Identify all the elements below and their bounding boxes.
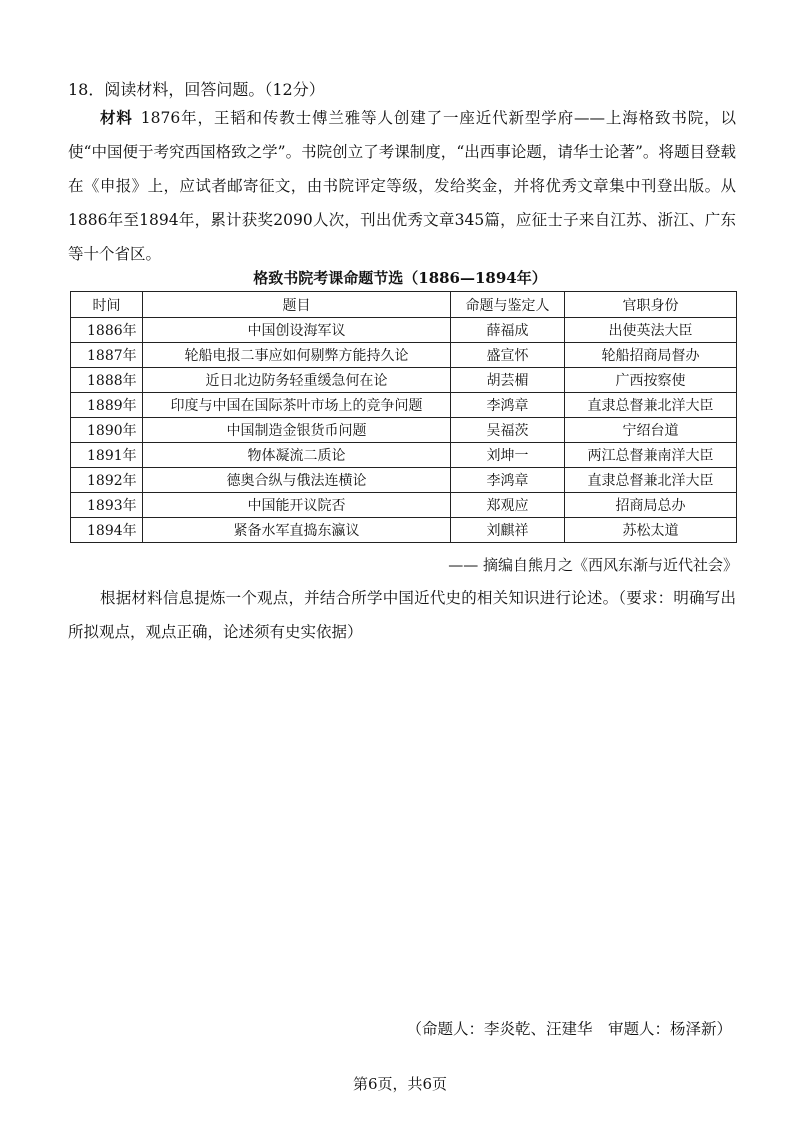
authors-line: （命题人：李炎乾、汪建华 审题人：杨泽新） — [406, 1020, 732, 1038]
cell-topic: 物体凝流二质论 — [143, 443, 451, 468]
cell-topic: 紧备水军直捣东瀛议 — [143, 518, 451, 543]
cell-year: 1894年 — [71, 518, 143, 543]
table-row — [71, 443, 737, 468]
cell-position: 直隶总督兼北洋大臣 — [565, 468, 737, 493]
cell-position: 宁绍台道 — [565, 418, 737, 443]
cell-year: 1891年 — [71, 443, 143, 468]
table-row — [71, 318, 737, 343]
cell-examiner: 胡芸楣 — [451, 368, 565, 393]
table-row — [71, 518, 737, 543]
cell-position: 轮船招商局督办 — [565, 343, 737, 368]
cell-examiner: 盛宣怀 — [451, 343, 565, 368]
table-row — [71, 393, 737, 418]
cell-position: 苏松太道 — [565, 518, 737, 543]
header-position: 官职身份 — [565, 292, 737, 318]
cell-year: 1892年 — [71, 468, 143, 493]
material-label: 材料 — [100, 108, 133, 127]
table-row — [71, 418, 737, 443]
cell-topic: 轮船电报二事应如何剔弊方能持久论 — [143, 343, 451, 368]
table-source: —— 摘编自熊月之《西风东渐与近代社会》 — [448, 556, 738, 574]
cell-year: 1889年 — [71, 393, 143, 418]
cell-year: 1887年 — [71, 343, 143, 368]
cell-topic: 中国能开议院否 — [143, 493, 451, 518]
cell-year: 1893年 — [71, 493, 143, 518]
cell-examiner: 李鸿章 — [451, 468, 565, 493]
exam-topics-table — [70, 291, 737, 543]
header-topic: 题目 — [143, 292, 451, 318]
cell-topic: 印度与中国在国际茶叶市场上的竞争问题 — [143, 393, 451, 418]
table-row — [71, 493, 737, 518]
material-paragraph — [68, 101, 736, 271]
cell-examiner: 刘坤一 — [451, 443, 565, 468]
cell-examiner: 李鸿章 — [451, 393, 565, 418]
cell-position: 直隶总督兼北洋大臣 — [565, 393, 737, 418]
header-examiner: 命题与鉴定人 — [451, 292, 565, 318]
header-time: 时间 — [71, 292, 143, 318]
question-prompt: 根据材料信息提炼一个观点，并结合所学中国近代史的相关知识进行论述。（要求：明确写出所拟观点，观点正确，论述须有史实依据） — [68, 589, 736, 641]
cell-position: 招商局总办 — [565, 493, 737, 518]
cell-position: 出使英法大臣 — [565, 318, 737, 343]
cell-position: 广西按察使 — [565, 368, 737, 393]
cell-topic: 中国创设海军议 — [143, 318, 451, 343]
table-row — [71, 368, 737, 393]
cell-year: 1890年 — [71, 418, 143, 443]
cell-topic: 德奥合纵与俄法连横论 — [143, 468, 451, 493]
cell-topic: 中国制造金银货币问题 — [143, 418, 451, 443]
cell-year: 1886年 — [71, 318, 143, 343]
table-row — [71, 343, 737, 368]
cell-examiner: 吴福茨 — [451, 418, 565, 443]
cell-examiner: 薛福成 — [451, 318, 565, 343]
cell-examiner: 刘麒祥 — [451, 518, 565, 543]
cell-examiner: 郑观应 — [451, 493, 565, 518]
cell-year: 1888年 — [71, 368, 143, 393]
table-header-row — [71, 292, 737, 318]
question-title: 18．阅读材料，回答问题。（12分） — [68, 80, 325, 99]
page-number: 第6页，共6页 — [352, 1075, 448, 1093]
cell-position: 两江总督兼南洋大臣 — [565, 443, 737, 468]
material-text: 1876年，王韬和传教士傅兰雅等人创建了一座近代新型学府——上海格致书院，以使“中国便于考究西国格致之学”。书院创立了考课制度，“出西事论题，请华士论著”。将题目登载在《申报》上，应试者邮寄征文，由书院评定等级，发给奖金，并将优秀文章集中刊登出版。从1886年至1894年，累计获奖2090人次，刊出优秀文章345篇，应征士子来自江苏、浙江、广东等十个省区。 — [68, 109, 736, 263]
table-row — [71, 468, 737, 493]
table-caption: 格致书院考课命题节选（1886—1894年） — [253, 269, 547, 287]
cell-topic: 近日北边防务轻重缓急何在论 — [143, 368, 451, 393]
